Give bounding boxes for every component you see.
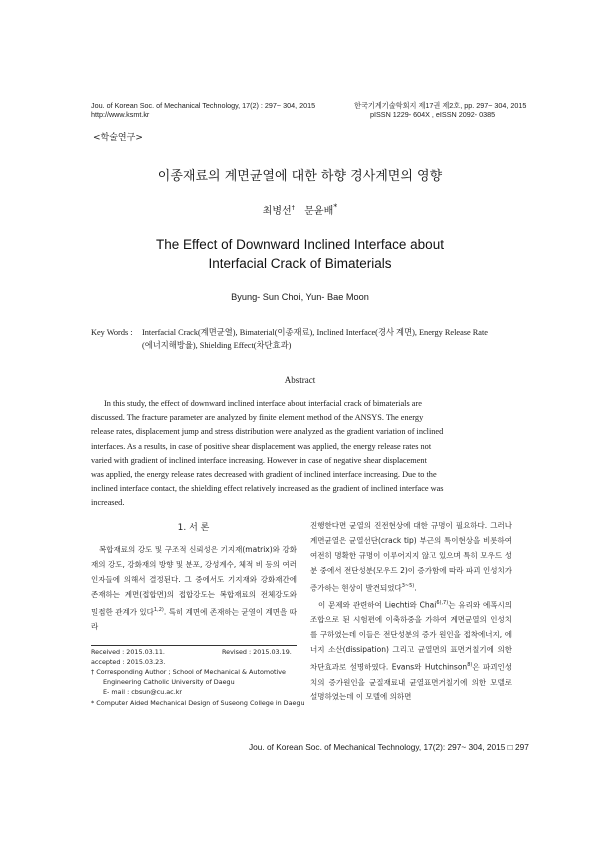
abstract-line: increased. — [91, 498, 125, 508]
title-kr: 이종재료의 계면균열에 대한 하향 경사계면의 영향 — [157, 169, 443, 184]
authors-en: Byung- Sun Choi, Yun- Bae Moon — [231, 292, 369, 302]
journal-citation-kr: 한국기계기술학회지 제17권 제2호, pp. 297~ 304, 2015 — [354, 101, 527, 110]
keywords-line-2: (에너지해방율), Shielding Effect(차단효과) — [142, 341, 292, 350]
journal-citation-en: Jou. of Korean Soc. of Mechanical Technology, 17(2) : 297~ 304, 2015 — [91, 101, 316, 110]
coauthor-affiliation: * Computer Aided Mechanical Design of Suseong College in Daegu — [91, 699, 305, 707]
corresponding-affiliation: Engineering Catholic University of Daegu — [103, 678, 235, 686]
revised-date: Revised : 2015.03.19. — [222, 648, 292, 656]
section-1-heading: 1. 서 론 — [177, 523, 210, 533]
abstract-line: discussed. The fracture parameter are analyzed by finite element method of the ANSYS. The energy — [91, 413, 424, 423]
abstract-line: interfaces. As a results, in case of positive shear displacement was applied, the energy release rates not — [91, 441, 432, 451]
citation: 1,2) — [153, 606, 164, 613]
abstract-line: release rates, displacement jump and stress distribution were analyzed as the gradient variation of inclined — [91, 427, 444, 437]
section-1-right-p2-a: 이 문제와 관련하여 Liechti와 Chai — [318, 600, 437, 610]
citation: 3~5) — [401, 582, 415, 589]
abstract-line: varied with gradient of inclined interface increasing. However in case of negative shear displacement — [91, 455, 427, 465]
section-1-right-p1-tail: . — [414, 583, 417, 593]
abstract-line: was applied, the energy release rates decreased with gradient of inclined interface increasing. Due to the — [91, 470, 437, 480]
accepted-date: accepted : 2015.03.23. — [91, 658, 166, 666]
abstract-line: inclined interface contact, the shielding effect relatively increased as the gradient of inclined interface was — [91, 484, 444, 494]
abstract-line: In this study, the effect of downward inclined interface about interfacial crack of bimaterials are — [104, 399, 422, 408]
page-footer: Jou. of Korean Soc. of Mechanical Technology, 17(2): 297~ 304, 2015 □ 297 — [249, 742, 529, 752]
author-1: 최병선 — [262, 206, 292, 217]
received-date: Received : 2015.03.11. — [91, 648, 165, 656]
keywords-line-1: Interfacial Crack(계면균열), Bimaterial(이종재료), Inclined Interface(경사 계면), Energy Release Rate — [142, 328, 488, 337]
author-2-mark: * — [333, 202, 338, 212]
corresponding-author: † Corresponding Author ; School of Mechanical & Automotive — [91, 668, 286, 676]
section-1-left-tail: . 특히 계면에 존재하는 균열이 계면을 따라 — [91, 607, 297, 632]
title-en-line-1: The Effect of Downward Inclined Interface about — [156, 237, 444, 252]
authors-kr — [0, 202, 600, 217]
title-en-line-2: Interfacial Crack of Bimaterials — [208, 256, 392, 271]
section-1-left-text: 복합재료의 강도 및 구조적 신뢰성은 기지재(matrix)와 강화재의 강도, 강화재의 방향 및 분포, 강성계수, 체적 비 등의 여러 인자들에 의해서 결정된다. 그 중에서도 기지재와 강화재간에 존재하는 계면(접합면)의 접합강도는 복합재료의 전체강도와 밀접한 관계가 있다 — [91, 545, 297, 617]
author-email[interactable]: E- mail : cbsun@cu.ac.kr — [103, 688, 183, 696]
section-1-right-p2-b: 는 유리와 에폭시의 조합으로 된 시험편에 이축하중을 가하여 계면균열의 인성치를 구하였는데 이들은 전단성분의 증가 원인을 접착에너지, 에너지 소산(dissipation) 그리고 균열면의 표면거칠기에 의한 차단효과로 설명하였다. Evans와 Hutchinson — [310, 600, 512, 672]
abstract-body — [91, 397, 511, 511]
section-1-right-p2-c: 은 파괴인성치의 증가원인을 균질재료내 균열표면거칠기에 의한 모델로 설명하였는데 이 모델에 의하면 — [310, 662, 513, 702]
author-2: 문윤배 — [304, 206, 334, 217]
keywords-label: Key Words : — [91, 328, 133, 337]
journal-url[interactable]: http://www.ksmt.kr — [91, 110, 150, 119]
author-1-mark: † — [291, 204, 295, 212]
article-type: <학술연구> — [93, 133, 143, 143]
citation: 8) — [467, 662, 473, 669]
citation: 6),7) — [436, 600, 449, 607]
footnote-rule — [91, 645, 297, 646]
issn: pISSN 1229- 604X , eISSN 2092- 0385 — [370, 110, 496, 119]
section-1-right-column — [310, 519, 512, 705]
section-1-left-column — [91, 543, 297, 635]
section-1-right-p1: 진행한다면 균열의 진전현상에 대한 규명이 필요하다. 그러나 계면균열은 균열선단(crack tip) 부근의 특이현상을 비롯하여 여전히 명확한 규명이 이루어지지 않고 있으며 특히 모우드 성분 중에서 전단성분(모우드 2)이 증가함에 따라 파괴 인성치가 증가하는 현상이 발견되었다 — [310, 521, 512, 593]
abstract-heading: Abstract — [284, 375, 316, 385]
